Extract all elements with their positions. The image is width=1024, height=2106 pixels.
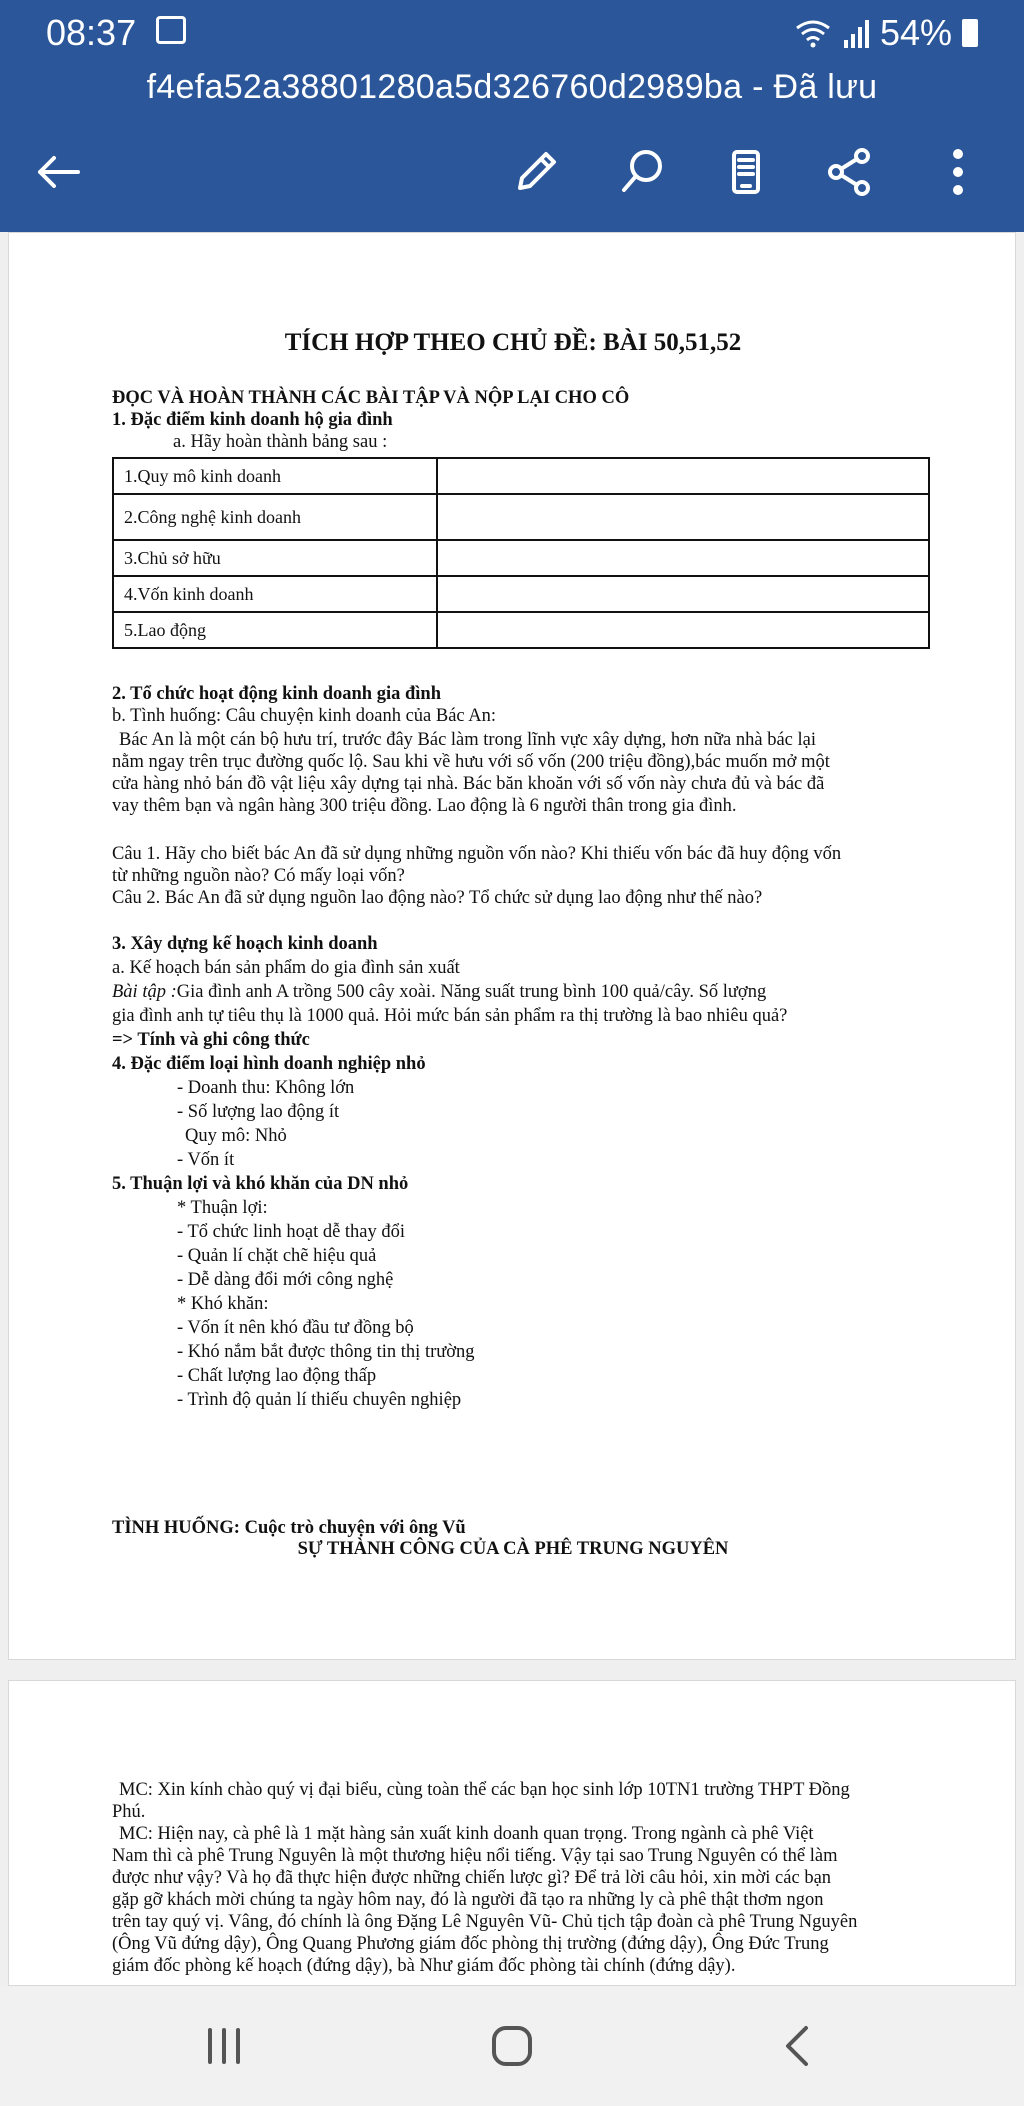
dialogue-line: MC: Hiện nay, cà phê là 1 mặt hàng sản xuất kinh doanh quan trọng. Trong ngành cà phê Việt: [119, 1824, 814, 1844]
search-button[interactable]: [606, 136, 678, 208]
list-item: - Tổ chức linh hoạt dễ thay đổi: [177, 1222, 406, 1242]
section-1-a: a. Hãy hoàn thành bảng sau :: [173, 432, 388, 452]
recent-apps-button[interactable]: [192, 2014, 256, 2078]
recent-apps-icon: [200, 2022, 248, 2070]
dialogue-line: gặp gỡ khách mời chúng ta ngày hôm nay, đó là người đã tạo ra những ly cà phê thật thơm ngon: [112, 1890, 824, 1910]
document-page-1[interactable]: [8, 232, 1016, 1660]
story-line: nằm ngay trên trục đường quốc lộ. Sau khi về hưu với số vốn (200 triệu đồng),bác muốn mở một: [112, 752, 830, 772]
signal-icon: [842, 18, 870, 48]
table-row: [113, 576, 929, 612]
reading-view-button[interactable]: [710, 136, 782, 208]
dialogue-line: trên tay quý vị. Vâng, đó chính là ông Đặng Lê Nguyên Vũ- Chủ tịch tập đoàn cà phê Trung Nguyên: [112, 1912, 858, 1932]
question-2: Câu 2. Bác An đã sử dụng nguồn lao động nào? Tổ chức sử dụng lao động như thế nào?: [112, 888, 763, 908]
advantages-label: * Thuận lợi:: [177, 1198, 268, 1218]
toolbar: [0, 136, 1024, 208]
battery-icon: [962, 19, 978, 47]
dialogue-line: giám đốc phòng kế hoạch (đứng dậy), bà Như giám đốc phòng tài chính (đứng dậy).: [112, 1956, 736, 1976]
document-title: f4efa52a38801280a5d326760d2989ba - Đã lưu: [146, 68, 878, 106]
table-cell-label: 5.Lao động: [113, 612, 437, 648]
table-cell-label: 4.Vốn kinh doanh: [113, 576, 437, 612]
section-5-title: 5. Thuận lợi và khó khăn của DN nhỏ: [112, 1174, 409, 1194]
table-cell-value: [437, 612, 929, 648]
dialogue-line: MC: Xin kính chào quý vị đại biểu, cùng toàn thể các bạn học sinh lớp 10TN1 trường THPT Đồng: [119, 1780, 850, 1800]
section-2-title: 2. Tổ chức hoạt động kinh doanh gia đình: [112, 684, 441, 704]
wifi-icon: [794, 18, 832, 48]
app-header: [0, 0, 1024, 232]
screenshot-icon: [156, 16, 186, 44]
disadvantages-label: * Khó khăn:: [177, 1294, 269, 1314]
list-item: - Chất lượng lao động thấp: [177, 1366, 377, 1386]
exercise-text: Gia đình anh A trồng 500 cây xoài. Năng suất trung bình 100 quả/cây. Số lượng: [176, 982, 767, 1002]
table-cell-label: 3.Chủ sở hữu: [113, 540, 437, 576]
story-line: Bác An là một cán bộ hưu trí, trước đây Bác làm trong lĩnh vực xây dựng, hơn nữa nhà bác lại: [119, 730, 816, 750]
status-bar: [0, 8, 1024, 52]
list-item: Quy mô: Nhỏ: [185, 1126, 287, 1146]
dialogue-line: được như vậy? Và họ đã thực hiện được những chiến lược gì? Để trả lời câu hỏi, xin mời các bạn: [112, 1868, 832, 1888]
list-item: - Dễ dàng đổi mới công nghệ: [177, 1270, 394, 1290]
table-row: [113, 540, 929, 576]
table-cell-value: [437, 540, 929, 576]
exercise-label: Bài tập :: [112, 982, 177, 1002]
table-row: [113, 458, 929, 494]
section-3-a: a. Kế hoạch bán sản phẩm do gia đình sản xuất: [112, 958, 460, 978]
edit-button[interactable]: [500, 136, 572, 208]
section-3-title: 3. Xây dựng kế hoạch kinh doanh: [112, 934, 378, 954]
system-nav-bar: [0, 1986, 1024, 2106]
instruction: ĐỌC VÀ HOÀN THÀNH CÁC BÀI TẬP VÀ NỘP LẠI CHO CÔ: [112, 388, 630, 408]
table-row: [113, 612, 929, 648]
exercise-text-2: gia đình anh tự tiêu thụ là 1000 quả. Hỏi mức bán sản phẩm ra thị trường là bao nhiêu quả?: [112, 1006, 788, 1026]
table-cell-label: 2.Công nghệ kinh doanh: [113, 494, 437, 540]
dialogue-line: Nam thì cà phê Trung Nguyên là một thương hiệu nổi tiếng. Vậy tại sao Trung Nguyên có thể làm: [112, 1846, 838, 1866]
list-item: - Vốn ít nên khó đầu tư đồng bộ: [177, 1318, 414, 1338]
table-row: [113, 494, 929, 540]
list-item: - Trình độ quản lí thiếu chuyên nghiệp: [177, 1390, 462, 1410]
table-cell-value: [437, 494, 929, 540]
share-button[interactable]: [814, 136, 886, 208]
more-options-button[interactable]: [922, 136, 994, 208]
section-2-b: b. Tình huống: Câu chuyện kinh doanh của Bác An:: [112, 706, 496, 726]
more-vertical-icon: [932, 146, 984, 198]
business-table: [112, 457, 930, 649]
back-chevron-icon: [774, 2022, 822, 2070]
list-item: - Doanh thu: Không lớn: [177, 1078, 355, 1098]
section-1-title: 1. Đặc điểm kinh doanh hộ gia đình: [112, 410, 393, 430]
share-icon: [824, 146, 876, 198]
question-1: Câu 1. Hãy cho biết bác An đã sử dụng những nguồn vốn nào? Khi thiếu vốn bác đã huy động vốn: [112, 844, 842, 864]
list-item: - Vốn ít: [177, 1150, 235, 1170]
mobile-view-icon: [720, 146, 772, 198]
home-button[interactable]: [480, 2014, 544, 2078]
exercise-hint: => Tính và ghi công thức: [112, 1030, 310, 1050]
table-cell-label: 1.Quy mô kinh doanh: [113, 458, 437, 494]
story-line: cửa hàng nhỏ bán đồ vật liệu xây dựng tại nhà. Bác băn khoăn với số vốn này chưa đủ và bác đã: [112, 774, 825, 794]
exercise: [112, 981, 766, 1003]
dialogue-line: Phú.: [112, 1802, 146, 1822]
doc-heading: TÍCH HỢP THEO CHỦ ĐỀ: BÀI 50,51,52: [284, 329, 742, 356]
pencil-icon: [510, 146, 562, 198]
home-icon: [488, 2022, 536, 2070]
question-1: từ những nguồn nào? Có mấy loại vốn?: [112, 866, 405, 886]
status-time: 08:37: [46, 12, 137, 53]
situation-subtitle: SỰ THÀNH CÔNG CỦA CÀ PHÊ TRUNG NGUYÊN: [297, 1539, 729, 1559]
search-icon: [616, 146, 668, 198]
table-cell-value: [437, 458, 929, 494]
table-cell-value: [437, 576, 929, 612]
story-line: vay thêm bạn và ngân hàng 300 triệu đồng. Lao động là 6 người thân trong gia đình.: [112, 796, 737, 816]
back-button[interactable]: [22, 136, 94, 208]
dialogue-line: (Ông Vũ đứng dậy), Ông Quang Phương giám đốc phòng thị trường (đứng dậy), Ông Đức Trung: [112, 1934, 829, 1954]
section-4-title: 4. Đặc điểm loại hình doanh nghiệp nhỏ: [112, 1054, 426, 1074]
list-item: - Khó nắm bắt được thông tin thị trường: [177, 1342, 475, 1362]
battery-level: 54%: [879, 12, 952, 53]
list-item: - Quản lí chặt chẽ hiệu quả: [177, 1246, 377, 1266]
document-page-2[interactable]: [8, 1680, 1016, 1986]
list-item: - Số lượng lao động ít: [177, 1102, 340, 1122]
back-arrow-icon: [32, 146, 84, 198]
back-nav-button[interactable]: [766, 2014, 830, 2078]
situation-title: TÌNH HUỐNG: Cuộc trò chuyện với ông Vũ: [112, 1518, 466, 1538]
